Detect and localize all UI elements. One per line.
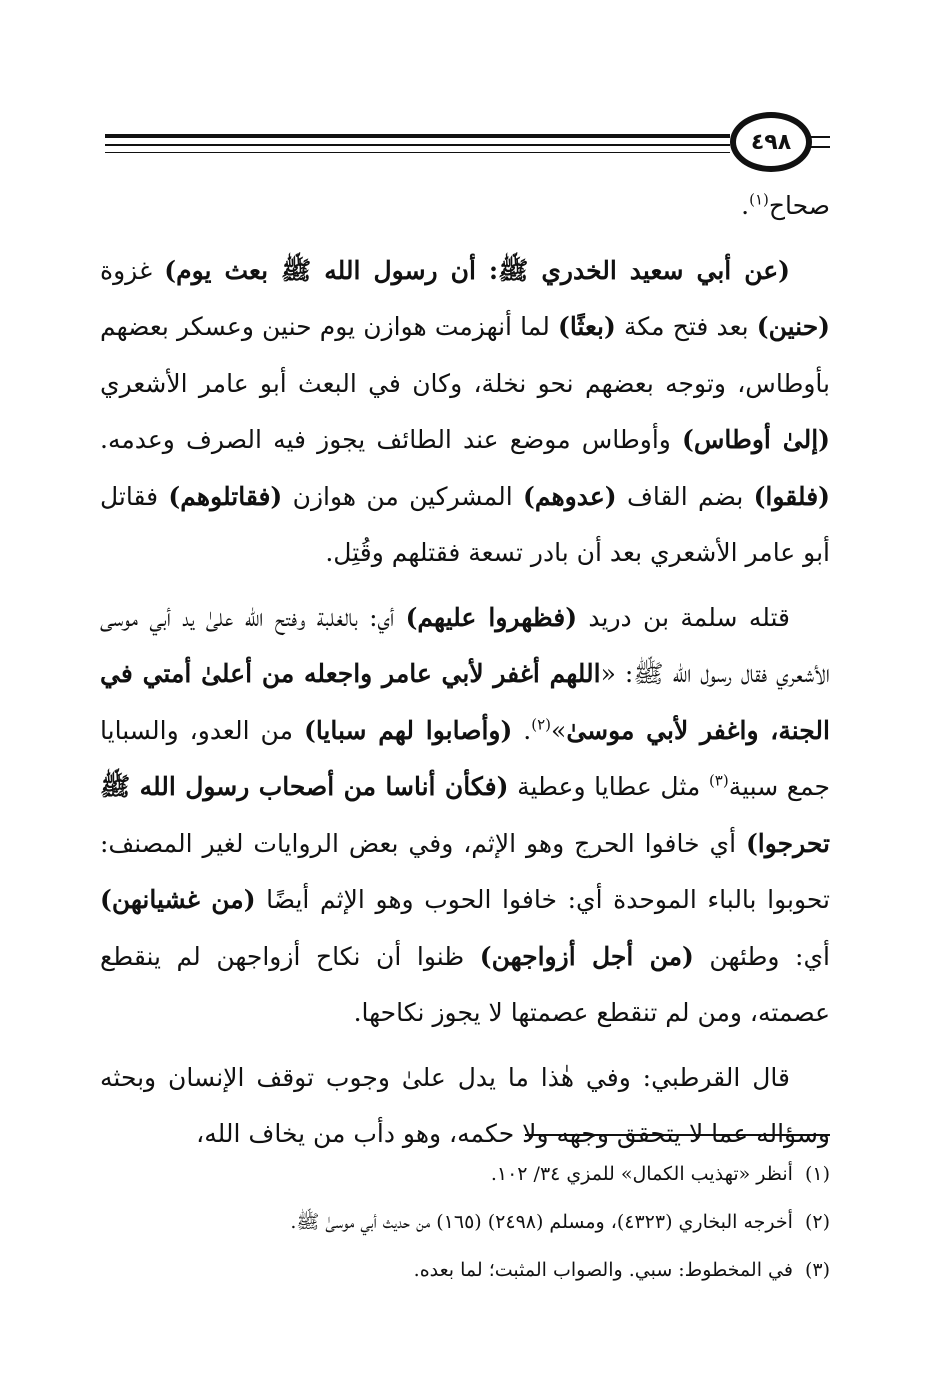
matn-quote: (فكأن أناسا من أصحاب رسول الله ﷺ تحرجوا) [100,772,830,858]
footnote-item [100,1198,830,1246]
footnote-item [100,1150,830,1198]
matn-quote: (وأصابوا لهم سبايا) [303,715,513,745]
matn-quote: (من غشيانهن) [100,885,256,914]
text-run: من العدو، والسبايا جمع سبية [100,715,831,801]
footnote-number: (١) [804,1163,830,1185]
footnote-ref: (١) [749,190,769,209]
footnote-text: أنظر «تهذيب الكمال» للمزي ٣٤/ ١٠٢. [490,1163,793,1185]
text-run: قال القرطبي: وفي هٰذا ما يدل علىٰ وجوب توقف الإنسان وبحثه وسؤاله عما لا يتحقق وجهه ولا حكمه، وهو دأب من يخاف الله، [100,1062,830,1148]
matn-quote: (عن أبي سعيد الخدري ﷺ: أن رسول الله ﷺ بعث يوم) [164,255,790,285]
matn-quote: (فلقوا) [753,481,830,511]
header-rule [810,146,830,148]
paragraph-1 [100,243,830,582]
main-text [100,178,830,1163]
matn-quote: (إلىٰ أوطاس) [682,425,831,454]
text-run: المشركين من هوازن [282,481,524,511]
matn-quote: (من أجل أزواجهن) [479,941,694,971]
footnote-separator [525,1134,830,1136]
continuation-line [100,178,830,235]
header-rule [105,152,730,153]
text-run: بضم القاف [616,481,754,511]
matn-quote: (بعثًا) [557,312,616,341]
text-run: وأوطاس موضع عند الطائف يجوز فيه الصرف وعدمه. [100,425,682,454]
footnote-text: أخرجه البخاري (٤٣٢٣)، ومسلم (٢٤٩٨) (١٦٥) من حديث أبي موسىٰ ﷺ. [290,1211,793,1233]
text-run: صحاح [768,191,830,220]
text-run: غزوة [100,255,165,285]
footnotes [100,1150,830,1294]
footnote-number: (٢) [804,1211,830,1233]
header-rule [810,136,830,138]
page-header [105,112,830,172]
matn-quote: (فظهروا عليهم) [405,602,578,632]
text-run: بعد فتح مكة [615,312,757,341]
footnote-ref: (٣) [708,771,729,790]
text-run: ظنوا أن نكاح أزواجهن لم ينقطع عصمته، ومن لم تنقطع عصمتها لا يجوز نكاحها. [100,941,830,1027]
footnote-item [100,1246,830,1294]
text-run: أي خافوا الحرج وهو الإثم، وفي بعض الروايات لغير المصنف: تحوبوا بالباء الموحدة أي: خافوا الحوب وهو الإثم أيضًا [100,828,830,914]
paragraph-3 [100,1050,830,1163]
text-run: قتله سلمة بن دريد [577,602,790,632]
paragraph-2 [100,590,830,1042]
hadith-quote: اللهم أغفر لأبي عامر واجعله من أعلىٰ أمتي في الجنة، واغفر لأبي موسىٰ [100,659,830,745]
text-run: » [551,715,567,745]
header-rule [105,144,730,146]
text-run: أي: وطئهن [693,941,830,971]
text-run: . [512,715,532,745]
text-run: أي: بالغلبة وفتح الله علىٰ يد أبي موسى الأشعري فقال رسول الله ﷺ: « [100,602,830,688]
text-run: . [741,191,750,220]
footnote-text: في المخطوط: سبي. والصواب المثبت؛ لما بعده. [413,1259,793,1281]
footnote-number: (٣) [804,1259,830,1281]
text-run: لما أنهزمت هوازن يوم حنين وعسكر بعضهم بأوطاس، وتوجه بعضهم نحو نخلة، وكان في البعث أبو عامر الأشعري [100,312,830,398]
page-number: ٤٩٨ [730,112,812,172]
matn-quote: (عدوهم) [523,481,617,511]
footnote-ref: (٢) [531,715,552,734]
text-run: مثل عطايا وعطية [508,772,709,801]
matn-quote: (حنين) [756,312,830,341]
matn-quote: (فقاتلوهم) [168,481,283,511]
header-rule [105,134,730,138]
text-run: فقاتل أبو عامر الأشعري بعد أن بادر تسعة فقتلهم وقُتِل. [100,481,830,567]
